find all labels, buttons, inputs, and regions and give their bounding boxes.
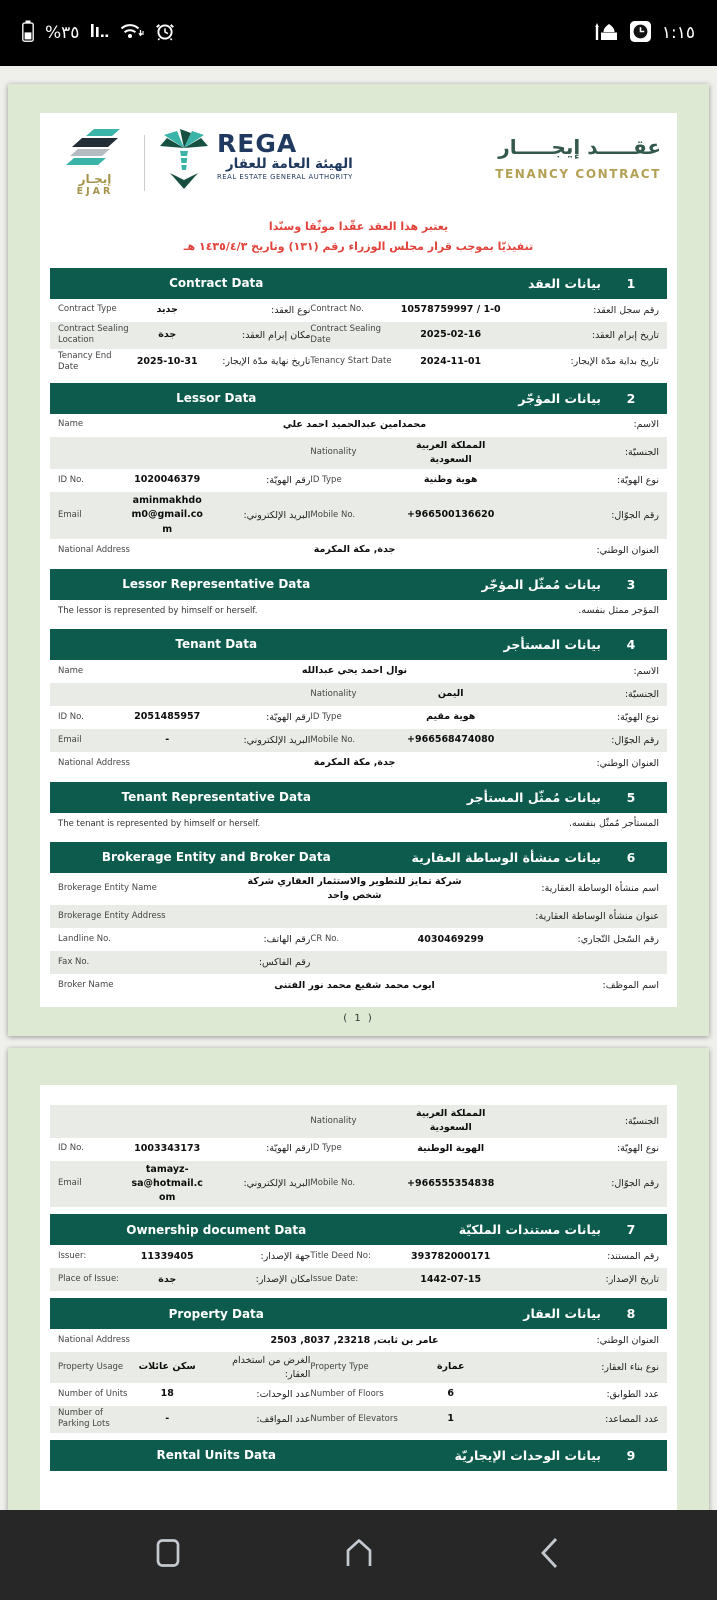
field-label-ar: رقم الجوّال: (611, 1178, 659, 1190)
section-title-en: Rental Units Data (156, 1448, 276, 1463)
legal-notice-line2: تنفيذيّا بموجب قرار مجلس الوزراء رقم (١٣١) وتاريخ ١٤٣٥/٤/٣ هـ (183, 240, 534, 254)
field-label-en: Mobile No. (310, 509, 356, 520)
field-value: +966568474080 (407, 734, 495, 746)
contract-title-block (495, 129, 661, 181)
table-row (50, 1161, 667, 1208)
page-number: ( 1 ) (343, 1013, 374, 1025)
section-number: 3 (626, 576, 636, 592)
section-title-ar: بيانات مُمثّل المؤجّر (481, 576, 601, 592)
table-row (50, 349, 667, 376)
field-label-en: Place of Issue: (58, 1274, 120, 1285)
field-label-en: ID No. (58, 711, 84, 722)
page2-continuation-rows (50, 1105, 667, 1207)
field-value: 4030469299 (417, 933, 484, 945)
alarm-icon (155, 21, 175, 45)
rega-arabic-name: الهيئة العامة للعقار (225, 156, 353, 172)
field-cell (58, 1354, 310, 1381)
field-label-en: Tenancy End Date (58, 350, 112, 373)
field-label-en: National Address (58, 1335, 130, 1346)
field-value: نوال احمد يحي عبدالله (301, 665, 408, 677)
field-label-ar: نوع بناء العقار: (601, 1361, 659, 1373)
field-label-ar: عدد الطوابق: (606, 1388, 659, 1400)
field-label-en: ID No. (58, 474, 84, 485)
field-cell (310, 1412, 659, 1426)
field-value: 11339405 (140, 1250, 194, 1262)
field-label-en: Email (58, 509, 82, 520)
field-cell (58, 979, 659, 993)
field-label-en: Landline No. (58, 934, 111, 945)
section-number: 9 (626, 1447, 636, 1463)
section-header (50, 629, 667, 660)
signal-icon (90, 23, 109, 43)
section-title-en: Property Data (168, 1306, 264, 1321)
field-cell (58, 351, 310, 374)
field-cell (310, 733, 659, 747)
page1-content (40, 113, 677, 1025)
ejar-logo-arabic: إيجـار (78, 172, 112, 186)
logo-divider (144, 135, 145, 191)
field-value: - (165, 1413, 170, 1425)
section (50, 1214, 667, 1291)
field-label-en: Issue Date: (310, 1274, 359, 1285)
page2-content (40, 1085, 677, 1534)
wifi-icon (120, 23, 144, 44)
field-label-ar: الاسم: (633, 419, 659, 431)
section (50, 629, 667, 775)
note-text-en: The lessor is represented by himself or herself. (58, 605, 258, 616)
field-label-en: Mobile No. (310, 1178, 356, 1189)
field-cell (58, 418, 659, 432)
field-label-ar: رقم الجوّال: (611, 734, 659, 746)
section-header (50, 569, 667, 600)
field-label-en: Contract Sealing Date (310, 323, 382, 346)
table-row (50, 1245, 667, 1268)
field-cell (58, 324, 310, 347)
field-label-ar: رقم سجل العقد: (593, 304, 659, 316)
field-label-en: Nationality (310, 688, 357, 699)
document-header (50, 123, 667, 209)
field-label-en: Nationality (310, 1115, 357, 1126)
table-row (50, 539, 667, 562)
table-row (50, 1268, 667, 1291)
field-label-ar: تاريخ بداية مدّة الإيجار: (570, 356, 659, 368)
field-cell (310, 355, 659, 369)
field-label-en: Number of Floors (310, 1388, 384, 1399)
field-cell (310, 439, 659, 468)
field-cell (310, 324, 659, 347)
field-label-en: CR No. (310, 934, 340, 945)
clock-time: ١:١٥ (661, 23, 695, 43)
field-label-en: Contract Sealing Location (58, 323, 129, 346)
section-number: 5 (626, 789, 636, 805)
field-label-en: Nationality (310, 447, 357, 458)
ejar-logo-english: EJAR (76, 186, 114, 197)
field-value: +966500136620 (407, 509, 495, 521)
field-label-ar: البريد الإلكتروني: (243, 1178, 311, 1190)
field-value: - (165, 734, 170, 746)
page1-sections (50, 268, 667, 998)
field-value: هوية وطنية (423, 474, 478, 486)
field-label-ar: رقم الفاكس: (258, 957, 311, 969)
section (50, 842, 667, 998)
field-value: المملكة العربية السعودية (416, 439, 486, 465)
field-cell (58, 1273, 310, 1287)
section (50, 782, 667, 835)
field-cell (58, 303, 310, 317)
field-label-ar: رقم الهويّة: (266, 711, 311, 723)
field-label-en: Number of Parking Lots (58, 1407, 110, 1430)
field-value: شركة تمايز للتطوير والاستثمار العقاري شركة شخص واحد (247, 875, 462, 902)
field-cell (58, 494, 310, 537)
section-number: 4 (626, 636, 636, 652)
field-label-en: Brokerage Entity Address (58, 911, 166, 922)
field-label-ar: العنوان الوطني: (596, 757, 659, 769)
note-row (50, 813, 667, 835)
table-row (50, 928, 667, 951)
field-label-en: Tenancy Start Date (310, 356, 392, 367)
section-number: 8 (626, 1306, 636, 1322)
field-label-en: Issuer: (58, 1251, 87, 1262)
section-title-ar: بيانات العقد (527, 275, 601, 291)
section (50, 1298, 667, 1433)
section-title-en: Contract Data (169, 276, 264, 291)
note-row (50, 600, 667, 622)
back-button[interactable] (519, 1525, 579, 1585)
ejar-logo (56, 129, 134, 197)
field-cell (310, 1273, 659, 1287)
field-label-ar: الجنسيّة: (624, 1115, 659, 1127)
field-value: 2051485957 (134, 711, 201, 723)
field-label-en: Number of Elevators (310, 1413, 398, 1424)
field-label-en: ID Type (310, 474, 342, 485)
section-header (50, 1298, 667, 1329)
field-label-ar: رقم الهاتف: (263, 934, 311, 946)
field-value: عامر بن ثابت, 23218, 8037, 2503 (270, 1334, 439, 1346)
android-nav-bar (0, 1510, 717, 1600)
field-value: سكن عائلات (138, 1361, 196, 1373)
field-cell (58, 956, 310, 969)
field-cell (58, 1142, 310, 1156)
field-value: ايوب محمد شفيع محمد نور الفتنى (274, 979, 435, 991)
legal-notice-line1: يعتبر هذا العقد عقّدا موثّقا وسنّدا (268, 220, 449, 233)
table-row (50, 299, 667, 322)
field-label-en: Property Usage (58, 1361, 124, 1372)
field-value: 2024-11-01 (420, 355, 482, 367)
section-title-en: Lessor Representative Data (122, 577, 311, 592)
field-cell (58, 543, 659, 557)
field-value: 1020046379 (134, 474, 201, 486)
field-label-ar: رقم المستند: (607, 1251, 659, 1263)
status-right-group (594, 21, 695, 46)
section-number: 6 (626, 849, 636, 865)
field-label-en: Mobile No. (310, 734, 356, 745)
field-value: الهوية الوطنية (417, 1142, 485, 1154)
field-label-en: ID Type (310, 1143, 342, 1154)
field-cell (310, 1107, 659, 1136)
field-cell (310, 1142, 659, 1156)
field-label-ar: نوع العقد: (271, 304, 311, 316)
field-label-ar: تاريخ نهاية مدّة الإيجار: (222, 356, 311, 368)
rega-wordmark: REGA (217, 129, 298, 158)
section-header (50, 1214, 667, 1245)
field-label-ar: الجنسيّة: (624, 688, 659, 700)
field-cell (310, 687, 659, 701)
section-title-ar: بيانات مستندات الملكيّة (458, 1222, 601, 1238)
section-number: 1 (626, 275, 636, 291)
field-cell (310, 303, 659, 317)
section-title-ar: بيانات الوحدات الإيجاريّة (454, 1447, 601, 1463)
rega-text-block (217, 129, 353, 181)
field-label-ar: نوع الهويّة: (616, 711, 659, 723)
section-title-en: Tenant Representative Data (121, 790, 311, 805)
field-cell (310, 1177, 659, 1191)
ejar-logo-icon (62, 152, 128, 171)
field-label-en: Broker Name (58, 980, 114, 991)
field-label-ar: رقم السّجل التّجاري: (577, 934, 659, 946)
section (50, 569, 667, 622)
field-value: 1 (447, 1413, 454, 1425)
field-label-ar: مكان إبرام العقد: (242, 329, 311, 341)
section-title-ar: بيانات المؤجّر (518, 390, 601, 406)
field-label-en: ID Type (310, 711, 342, 722)
section-number: 2 (626, 390, 636, 406)
table-row (50, 1383, 667, 1406)
field-cell (310, 710, 659, 724)
field-label-en: National Address (58, 757, 130, 768)
field-label-ar: العنوان الوطني: (596, 544, 659, 556)
field-label-en: Contract No. (310, 304, 364, 315)
table-row (50, 951, 667, 974)
table-row (50, 974, 667, 997)
field-value: aminmakhdom0@gmail.com (131, 495, 203, 535)
field-value: 18 (160, 1388, 174, 1400)
field-label-ar: رقم الهويّة: (266, 474, 311, 486)
table-row (50, 752, 667, 775)
pdf-page-2 (8, 1048, 709, 1534)
section-header (50, 1440, 667, 1471)
pdf-viewer[interactable] (0, 66, 717, 1510)
field-cell (58, 756, 659, 770)
field-label-ar: عدد المصاعد: (605, 1413, 659, 1425)
field-label-en: Title Deed No: (310, 1251, 371, 1262)
section-header (50, 782, 667, 813)
table-row (50, 660, 667, 683)
field-cell (58, 664, 659, 678)
field-label-ar: عدد الوحدات: (256, 1388, 311, 1400)
field-label-ar: مكان الإصدار: (255, 1274, 311, 1286)
field-label-ar: رقم الجوّال: (611, 509, 659, 521)
field-cell (310, 1387, 659, 1401)
field-value: 1003343173 (134, 1142, 201, 1154)
table-row (50, 1352, 667, 1383)
field-label-en: Email (58, 734, 82, 745)
field-label-ar: عدد المواقف: (256, 1413, 311, 1425)
field-cell (58, 733, 310, 747)
section-title-en: Lessor Data (176, 391, 257, 406)
table-row (50, 492, 667, 539)
field-label-en: Email (58, 1178, 82, 1189)
clock-app-icon (630, 21, 651, 46)
field-label-ar: نوع الهويّة: (616, 1143, 659, 1155)
field-value: 6 (447, 1388, 454, 1400)
mosque-icon (594, 22, 619, 45)
field-label-ar: العنوان الوطني: (596, 1335, 659, 1347)
field-value: جدة, مكة المكرمة (313, 757, 396, 769)
section-title-ar: بيانات العقار (523, 1306, 601, 1322)
field-cell (310, 1250, 659, 1264)
field-value: 10578759997 / 1-0 (400, 304, 501, 316)
section-header (50, 383, 667, 414)
field-value: tamayz-sa@hotmail.com (131, 1163, 203, 1203)
field-label-en: Contract Type (58, 304, 117, 315)
field-label-en: Brokerage Entity Name (58, 883, 157, 894)
table-row (50, 1105, 667, 1138)
section-header (50, 842, 667, 873)
table-row (50, 905, 667, 928)
page2-sections (50, 1214, 667, 1471)
legal-notice (50, 217, 667, 258)
field-cell (310, 508, 659, 522)
field-value: جدة (158, 1273, 177, 1285)
section-title-ar: بيانات منشأة الوساطة العقارية (411, 849, 601, 865)
battery-percent: %٣٥ (45, 23, 80, 43)
field-value: جدة, مكة المكرمة (313, 544, 396, 556)
field-value: جدة (158, 329, 177, 341)
table-row (50, 1138, 667, 1161)
table-row (50, 437, 667, 470)
section (50, 268, 667, 376)
status-left-group (22, 20, 175, 46)
field-label-en: National Address (58, 544, 130, 555)
field-label-en: Fax No. (58, 957, 90, 968)
field-label-ar: اسم الموظف: (602, 980, 659, 992)
field-label-ar: عنوان منشأة الوساطة العقارية: (535, 911, 659, 923)
pdf-page-1 (8, 84, 709, 1036)
field-cell (58, 875, 659, 904)
section-number: 7 (626, 1222, 636, 1238)
field-label-ar: تاريخ الإصدار: (605, 1274, 659, 1286)
field-label-ar: رقم الهويّة: (266, 1143, 311, 1155)
status-bar (0, 0, 717, 66)
recents-button[interactable] (138, 1525, 198, 1585)
rega-english-name: REAL ESTATE GENERAL AUTHORITY (217, 173, 353, 182)
field-cell (310, 933, 659, 947)
field-value: 2025-10-31 (136, 355, 198, 367)
table-row (50, 706, 667, 729)
field-label-en: Number of Units (58, 1388, 128, 1399)
field-cell (58, 1334, 659, 1348)
recents-icon (152, 1537, 184, 1573)
table-row (50, 873, 667, 906)
field-label-ar: جهة الإصدار: (260, 1251, 311, 1263)
note-text-ar: المستأجر مُمثّل بنفسه. (569, 818, 659, 830)
field-cell (58, 910, 659, 923)
table-row (50, 729, 667, 752)
field-cell (310, 473, 659, 487)
field-label-ar: البريد الإلكتروني: (243, 509, 311, 521)
section-title-en: Brokerage Entity and Broker Data (101, 850, 331, 865)
field-label-en: ID No. (58, 1143, 84, 1154)
section (50, 1440, 667, 1471)
table-row (50, 322, 667, 349)
field-label-ar: البريد الإلكتروني: (243, 734, 311, 746)
field-value: 2025-02-16 (420, 329, 482, 341)
field-value: محمدامين عبدالحميد احمد علي (282, 418, 427, 430)
field-cell (58, 473, 310, 487)
home-button[interactable] (329, 1525, 389, 1585)
field-label-ar: الجنسيّة: (624, 447, 659, 459)
field-value: المملكة العربية السعودية (416, 1108, 486, 1134)
contract-title-arabic: عقـــــد إيجـــــار (498, 135, 661, 159)
rega-palm-icon (158, 129, 210, 195)
contract-title-english: TENANCY CONTRACT (495, 167, 661, 181)
field-label-ar: اسم منشأة الوساطة العقارية: (541, 883, 659, 895)
page-separator (0, 1036, 717, 1048)
table-row (50, 414, 667, 437)
field-cell (58, 1408, 310, 1431)
rega-logo (158, 129, 353, 195)
section-header (50, 268, 667, 299)
field-value: عمارة (436, 1361, 465, 1373)
field-label-ar: الاسم: (633, 665, 659, 677)
table-row (50, 1406, 667, 1433)
section-title-en: Ownership document Data (126, 1222, 307, 1237)
field-cell (58, 933, 310, 946)
table-row (50, 469, 667, 492)
section-title-ar: بيانات مُمثّل المستأجر (466, 789, 601, 805)
field-label-ar: الغرض من استخدام العقار: (232, 1355, 311, 1380)
table-row (50, 1329, 667, 1352)
table-row (50, 683, 667, 706)
field-label-en: Name (58, 665, 84, 676)
section (50, 383, 667, 562)
back-icon (538, 1536, 560, 1574)
field-value: +966555354838 (407, 1177, 495, 1189)
note-text-en: The tenant is represented by himself or herself. (58, 818, 261, 829)
field-value: 1442-07-15 (420, 1273, 482, 1285)
field-cell (58, 710, 310, 724)
field-value: هوية مقيم (426, 711, 476, 723)
section-title-ar: بيانات المستأجر (503, 636, 601, 652)
field-value: اليمن (437, 688, 464, 700)
field-label-ar: تاريخ إبرام العقد: (591, 329, 659, 341)
section-title-en: Tenant Data (175, 637, 258, 652)
field-label-en: Name (58, 419, 84, 430)
field-cell (58, 1250, 310, 1264)
field-cell (58, 1387, 310, 1401)
field-cell (58, 1163, 310, 1206)
field-label-ar: نوع الهويّة: (616, 474, 659, 486)
field-cell (310, 1360, 659, 1374)
note-text-ar: المؤجر ممثل بنفسه. (578, 605, 659, 617)
field-value: جديد (156, 304, 178, 316)
field-label-en: Property Type (310, 1361, 369, 1372)
field-value: 393782000171 (411, 1250, 491, 1262)
home-icon (341, 1537, 377, 1573)
battery-icon (22, 20, 34, 46)
